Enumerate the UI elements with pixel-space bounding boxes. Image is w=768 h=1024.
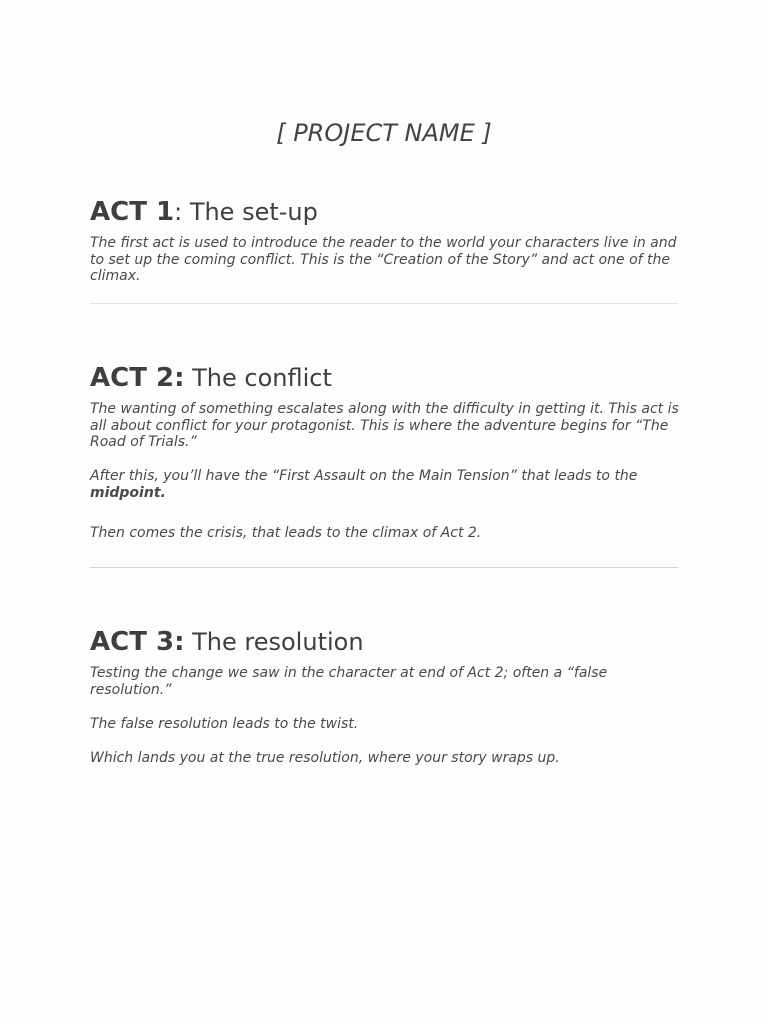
act-2-number: ACT 2:: [90, 363, 185, 393]
act-3-name: The resolution: [192, 628, 364, 656]
act-2-description: The wanting of something escalates along with the difficulty in getting it. This act is all about conflict for your protagonist. This is where the adventure begins for “The Road of Trials.”: [90, 401, 679, 451]
act-3-description: Testing the change we saw in the character at end of Act 2; often a “false resolution.”: [90, 665, 608, 698]
act-2-midpoint-bold: midpoint.: [90, 484, 166, 501]
act-3-number: ACT 3:: [90, 627, 185, 657]
section-divider: [90, 567, 678, 568]
act-2-section: [90, 363, 680, 393]
act-1-heading: [90, 197, 680, 227]
act-2-name: The conflict: [192, 364, 332, 392]
act-1-name: The set-up: [189, 198, 318, 226]
act-2-heading: [90, 363, 680, 393]
page-title: [ PROJECT NAME ]: [276, 119, 492, 147]
act-3-section: [90, 627, 680, 657]
act-1-description: The first act is used to introduce the reader to the world your characters live in and to set up the coming conflict. This is the “Creation of the Story” and act one of the climax.: [90, 235, 677, 285]
act-3-heading: [90, 627, 680, 657]
act-2-midpoint-paragraph: [90, 468, 680, 501]
act-1-section: [90, 197, 680, 227]
act-3-twist-paragraph: The false resolution leads to the twist.: [90, 716, 359, 732]
act-3-resolution-paragraph: Which lands you at the true resolution, where your story wraps up.: [90, 750, 560, 766]
act-2-midpoint-text: After this, you’ll have the “First Assault on the Main Tension” that leads to the: [90, 468, 638, 484]
act-3-separator: [184, 628, 192, 656]
act-1-separator: :: [174, 198, 190, 226]
act-2-separator: [184, 364, 192, 392]
act-1-number: ACT 1: [90, 197, 175, 227]
act-2-crisis-paragraph: Then comes the crisis, that leads to the climax of Act 2.: [90, 525, 482, 541]
section-divider: [90, 303, 678, 304]
